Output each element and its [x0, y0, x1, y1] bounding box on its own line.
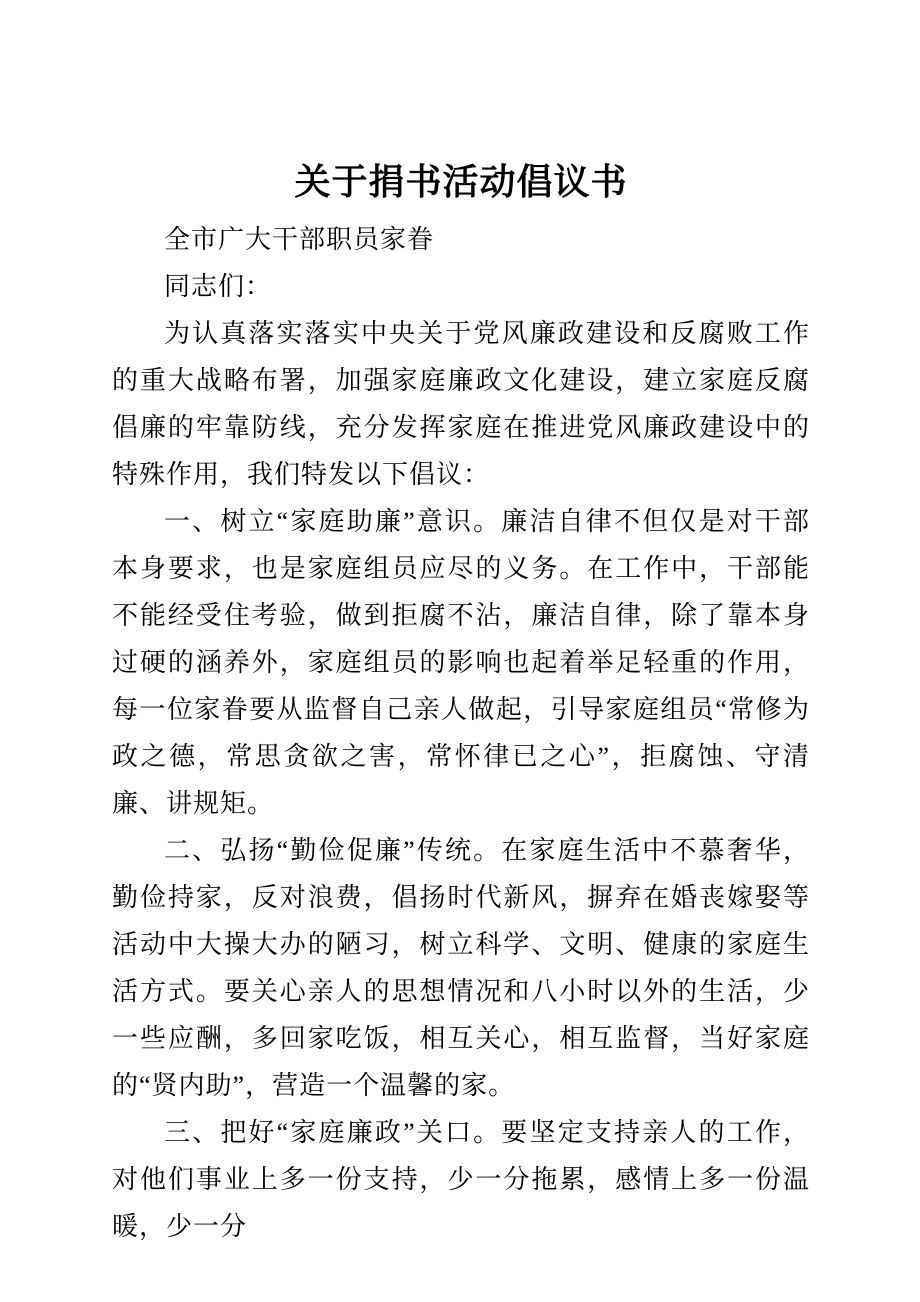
- document-body: [112, 216, 810, 1250]
- paragraph-item-1: 一、树立“家庭助廉”意识。廉洁自律不但仅是对干部本身要求，也是家庭组员应尽的义务。在工作中，干部能不能经受住考验，做到拒腐不沾，廉洁自律，除了靠本身过硬的涵养外，家庭组员的影响也起着举足轻重的作用，每一位家眷要从监督自己亲人做起，引导家庭组员“常修为政之德，常思贪欲之害，常怀律已之心”，拒腐蚀、守清廉、讲规矩。: [112, 507, 810, 818]
- paragraph-item-3: 三、把好“家庭廉政”关口。要坚定支持亲人的工作，对他们事业上多一份支持，少一分拖累，感情上多一份温暖，少一分: [112, 1118, 810, 1241]
- document-title: 关于捐书活动倡议书: [294, 162, 628, 202]
- paragraph-addressee: 全市广大干部职员家眷: [164, 225, 435, 254]
- paragraph-salutation: 同志们：: [164, 272, 273, 301]
- paragraph-item-2: 二、弘扬“勤俭促廉”传统。在家庭生活中不慕奢华，勤俭持家，反对浪费，倡扬时代新风，摒弃在婚丧嫁娶等活动中大操大办的陋习，树立科学、文明、健康的家庭生活方式。要关心亲人的思想情况和八小时以外的生活，少一些应酬，多回家吃饭，相互关心，相互监督，当好家庭的“贤内助”，营造一个温馨的家。: [112, 836, 810, 1100]
- paragraph-intro: 为认真落实落实中央关于党风廉政建设和反腐败工作的重大战略布署，加强家庭廉政文化建设，建立家庭反腐倡廉的牢靠防线，充分发挥家庭在推进党风廉政建设中的特殊作用，我们特发以下倡议：: [112, 319, 810, 489]
